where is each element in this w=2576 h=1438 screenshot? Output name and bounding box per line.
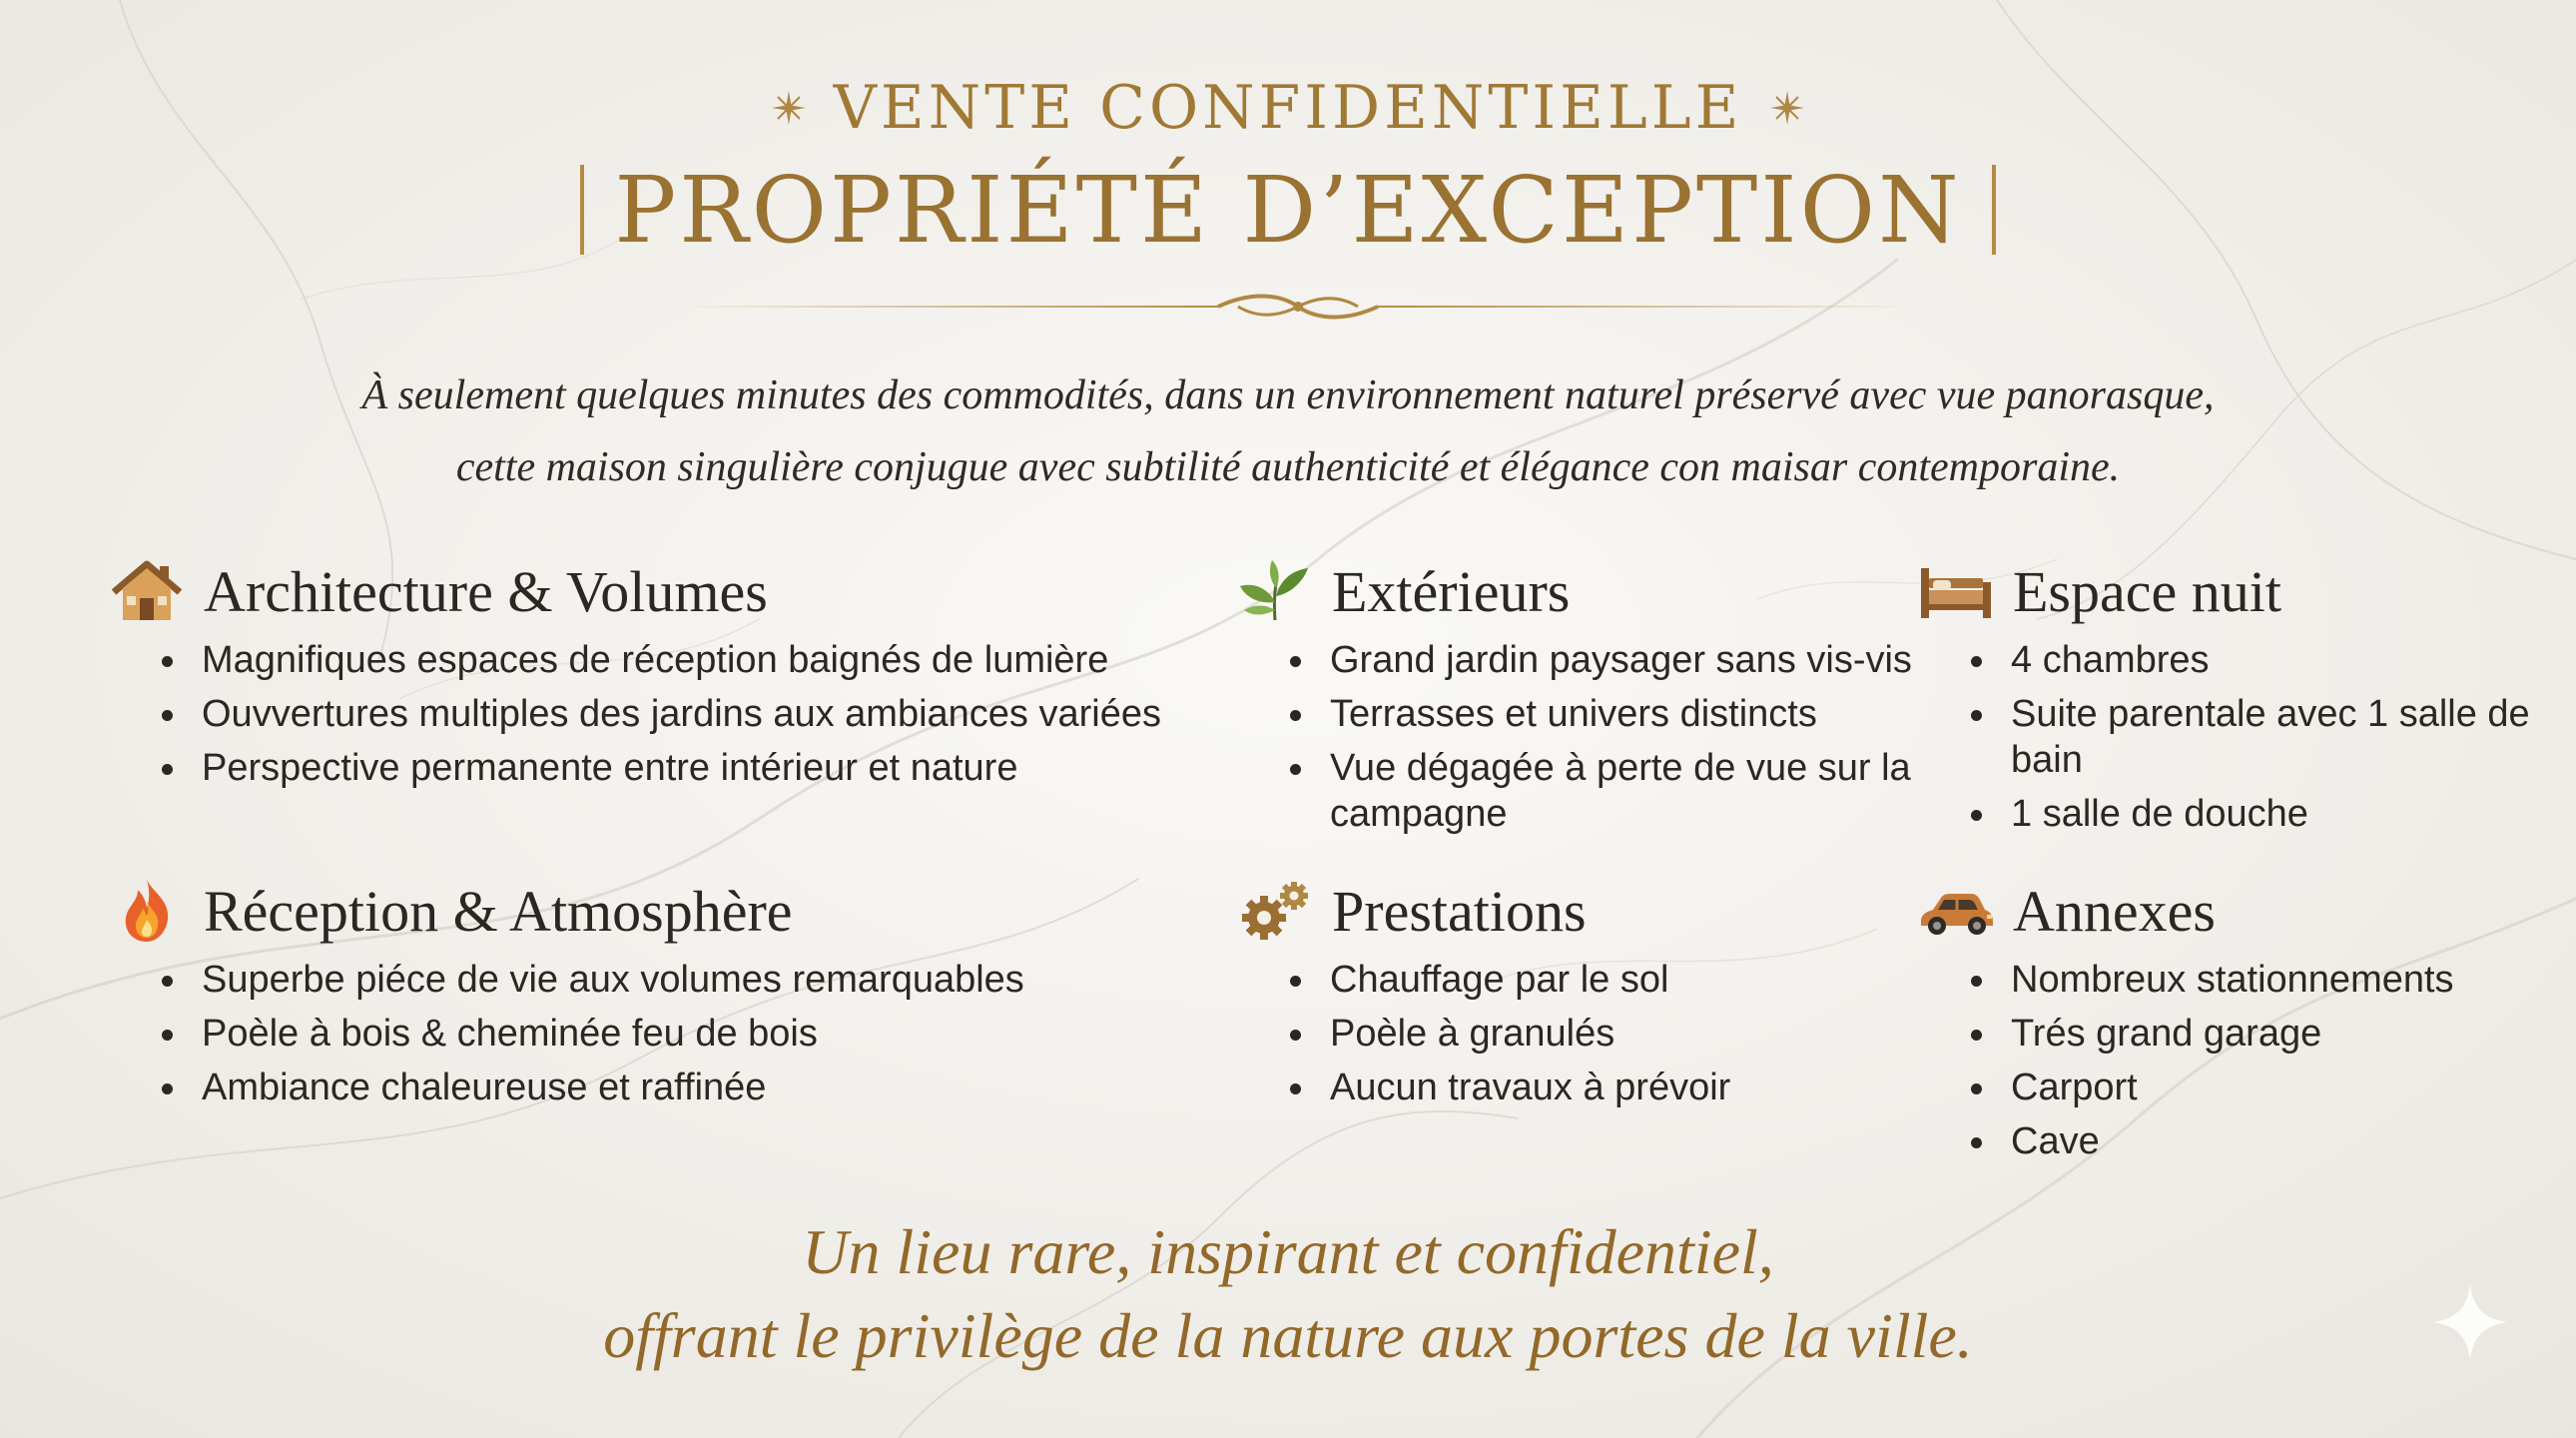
kicker-row bbox=[0, 68, 2576, 148]
section-reception bbox=[108, 871, 1236, 1118]
section-architecture bbox=[108, 551, 1236, 799]
section-title: Espace nuit bbox=[2013, 558, 2281, 624]
section-annexes bbox=[1917, 871, 2556, 1172]
list-item: 1 salle de douche bbox=[1967, 791, 2556, 837]
closing-line-2: offrant le privilège de la nature aux portes de la ville. bbox=[603, 1300, 1973, 1371]
feature-list bbox=[1236, 957, 1935, 1110]
section-title: Réception & Atmosphère bbox=[204, 878, 793, 944]
list-item: Chauffage par le sol bbox=[1286, 957, 1935, 1003]
feature-list bbox=[1917, 957, 2556, 1164]
intro-line-2: cette maison singulière conjugue avec subtilité authenticité et élégance con maisar contemporaine. bbox=[455, 444, 2121, 490]
closing-tagline bbox=[0, 1210, 2576, 1378]
intro-paragraph bbox=[100, 360, 2476, 503]
list-item: Superbe piéce de vie aux volumes remarquables bbox=[158, 957, 1236, 1003]
title-divider-left bbox=[580, 165, 584, 255]
list-item: Perspective permanente entre intérieur et nature bbox=[158, 745, 1236, 791]
closing-line-1: Un lieu rare, inspirant et confidentiel, bbox=[802, 1216, 1774, 1287]
list-item: Ouvvertures multiples des jardins aux ambiances variées bbox=[158, 691, 1236, 737]
list-item: Carport bbox=[1967, 1065, 2556, 1110]
list-item: Trés grand garage bbox=[1967, 1011, 2556, 1057]
leaf-icon bbox=[1236, 558, 1314, 624]
section-title: Architecture & Volumes bbox=[204, 558, 768, 624]
feature-list bbox=[108, 957, 1236, 1110]
page-title: PROPRIÉTÉ D’EXCEPTION bbox=[614, 156, 1962, 264]
list-item: Poèle à granulés bbox=[1286, 1011, 1935, 1057]
list-item: Magnifiques espaces de réception baignés de lumière bbox=[158, 637, 1236, 683]
kicker-text: VENTE CONFIDENTIELLE bbox=[833, 73, 1743, 143]
list-item: 4 chambres bbox=[1967, 637, 2556, 683]
list-item: Vue dégagée à perte de vue sur la campagne bbox=[1286, 745, 1935, 837]
gears-icon bbox=[1236, 878, 1314, 944]
section-title: Prestations bbox=[1332, 878, 1587, 944]
sparkle-icon bbox=[2428, 1280, 2512, 1364]
fire-icon bbox=[108, 878, 186, 944]
title-divider-right bbox=[1992, 165, 1996, 255]
section-title: Annexes bbox=[2013, 878, 2216, 944]
feature-list bbox=[108, 637, 1236, 791]
flourish-divider-icon bbox=[679, 285, 1917, 329]
star-ornament-icon bbox=[1770, 91, 1804, 125]
car-icon bbox=[1917, 878, 1995, 944]
list-item: Ambiance chaleureuse et raffinée bbox=[158, 1065, 1236, 1110]
house-icon bbox=[108, 558, 186, 624]
section-prestations bbox=[1236, 871, 1935, 1118]
section-exterieurs bbox=[1236, 551, 1935, 845]
list-item: Terrasses et univers distincts bbox=[1286, 691, 1935, 737]
bed-icon bbox=[1917, 558, 1995, 624]
list-item: Nombreux stationnements bbox=[1967, 957, 2556, 1003]
section-title: Extérieurs bbox=[1332, 558, 1571, 624]
list-item: Aucun travaux à prévoir bbox=[1286, 1065, 1935, 1110]
list-item: Poèle à bois & cheminée feu de bois bbox=[158, 1011, 1236, 1057]
feature-list bbox=[1917, 637, 2556, 837]
intro-line-1: À seulement quelques minutes des commodités, dans un environnement naturel préservé avec vue panorasque, bbox=[361, 372, 2215, 418]
feature-list bbox=[1236, 637, 1935, 837]
star-ornament-icon bbox=[772, 91, 806, 125]
list-item: Grand jardin paysager sans vis-vis bbox=[1286, 637, 1935, 683]
list-item: Suite parentale avec 1 salle de bain bbox=[1967, 691, 2556, 783]
title-row bbox=[0, 150, 2576, 270]
list-item: Cave bbox=[1967, 1118, 2556, 1164]
section-espace-nuit bbox=[1917, 551, 2556, 845]
